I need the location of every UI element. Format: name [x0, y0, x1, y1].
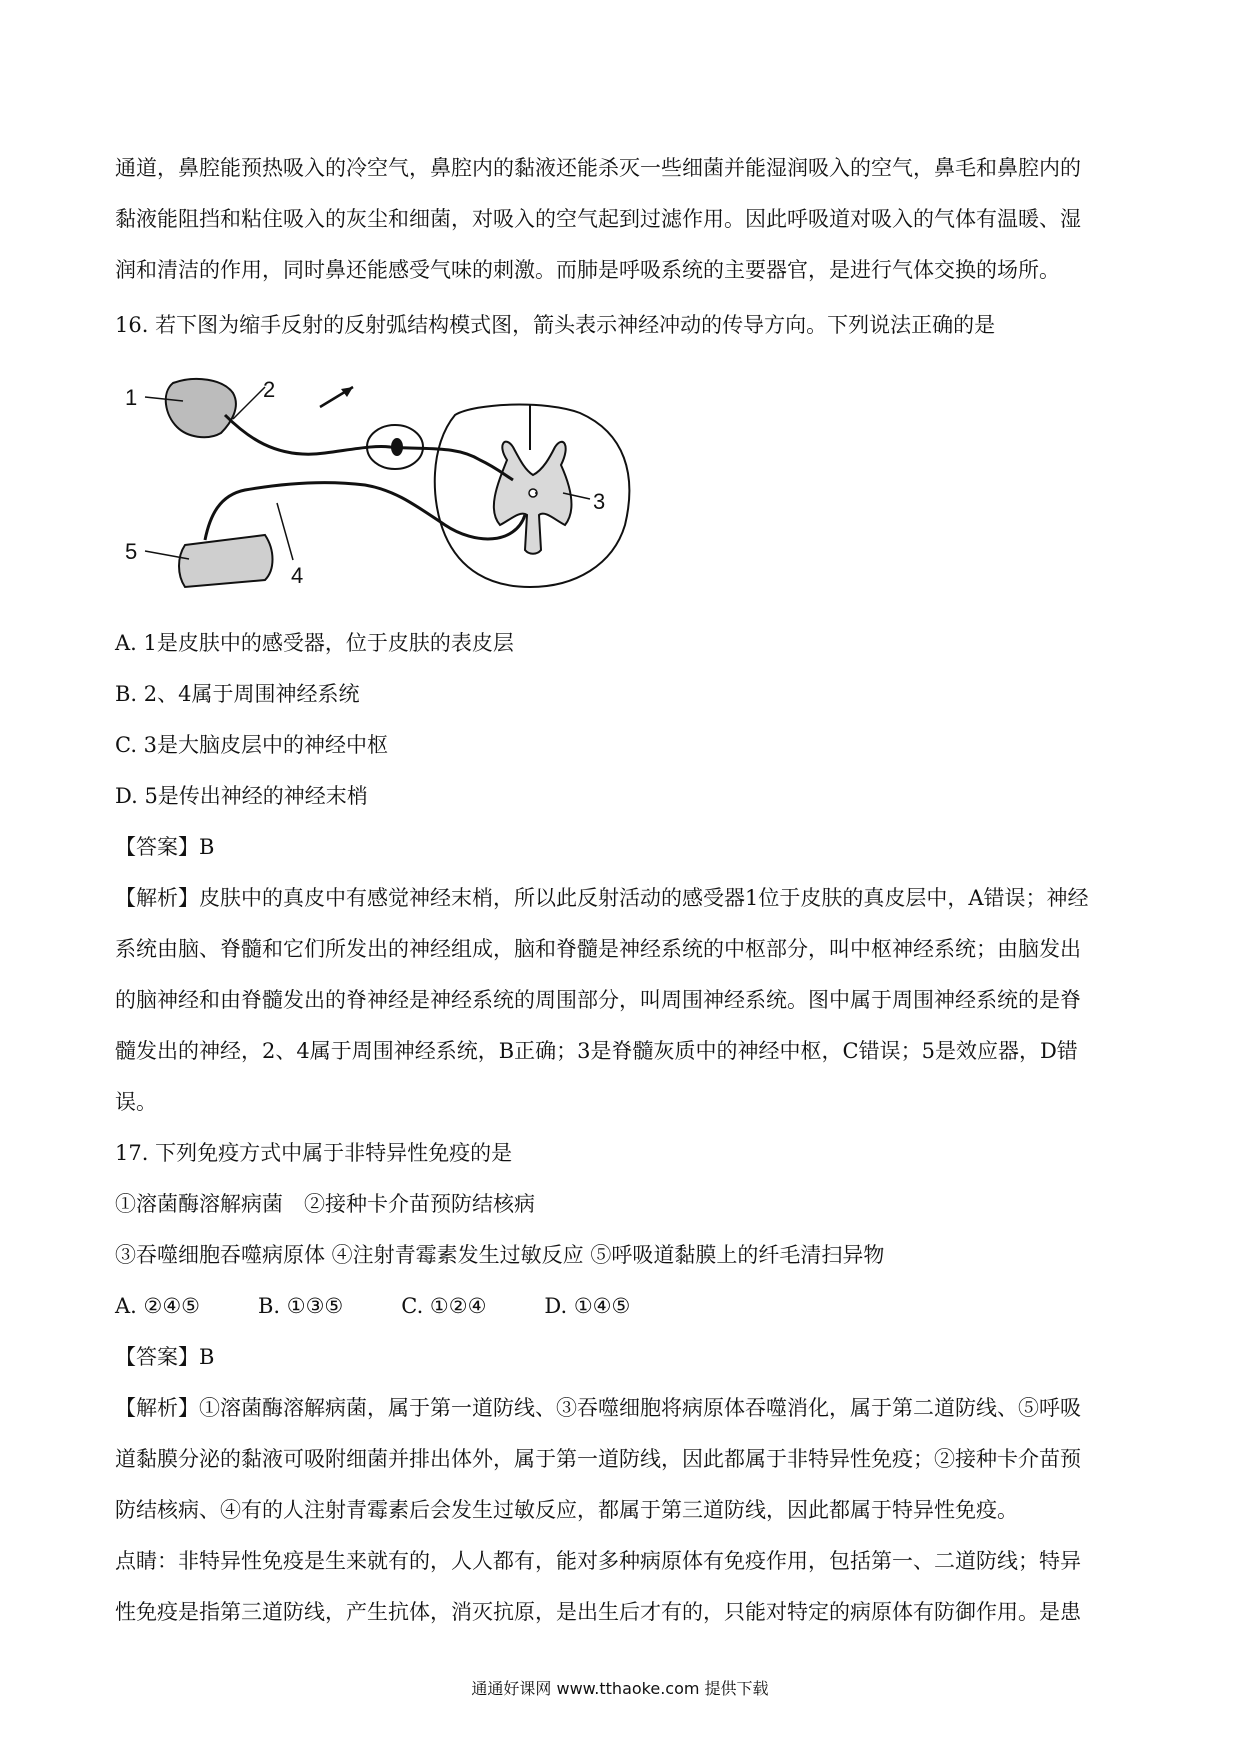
efferent-nerve — [205, 483, 525, 540]
option-a: A. 1是皮肤中的感受器，位于皮肤的表皮层 — [115, 631, 514, 655]
analysis-line: 误。 — [115, 1090, 157, 1114]
footer-source: 通通好课网 www.tthaoke.com 提供下载 — [471, 1679, 769, 1698]
tip-line: 性免疫是指第三道防线，产生抗体，消灭抗原，是出生后才有的，只能对特定的病原体有防御作用。是患 — [115, 1600, 1081, 1624]
ganglion-cell-body — [391, 438, 403, 456]
figure-label-4: 4 — [291, 563, 304, 588]
analysis-line: 髓发出的神经，2、4属于周围神经系统，B正确；3是脊髓灰质中的神经中枢，C错误；5是效应器，D错 — [115, 1039, 1078, 1063]
question-16-options — [115, 618, 1135, 1638]
option-a: A. ②④⑤ — [115, 1294, 200, 1318]
analysis-line: 系统由脑、脊髓和它们所发出的神经组成，脑和脊髓是神经系统的中枢部分，叫中枢神经系统；由脑发出 — [115, 937, 1081, 961]
analysis-line: 【解析】皮肤中的真皮中有感觉神经末梢，所以此反射活动的感受器1位于皮肤的真皮层中，A错误；神经 — [115, 886, 1089, 910]
figure-label-1: 1 — [125, 385, 138, 410]
figure-label-2: 2 — [263, 377, 276, 402]
option-d: D. ①④⑤ — [544, 1294, 631, 1318]
figure-label-5: 5 — [125, 539, 138, 564]
question-16-stem: 16. 若下图为缩手反射的反射弧结构模式图，箭头表示神经冲动的传导方向。下列说法正确的是 — [115, 313, 996, 337]
receptor-skin — [166, 379, 236, 437]
figure-label-3: 3 — [593, 489, 606, 514]
analysis-line: 防结核病、④有的人注射青霉素后会发生过敏反应，都属于第三道防线，因此都属于特异性免疫。 — [115, 1498, 1018, 1522]
answer: 【答案】B — [115, 835, 215, 859]
reflex-arc-figure — [125, 375, 645, 600]
option-c: C. 3是大脑皮层中的神经中枢 — [115, 733, 389, 757]
analysis-line: 的脑神经和由脊髓发出的脊神经是神经系统的周围部分，叫周围神经系统。图中属于周围神经系统的是脊 — [115, 988, 1081, 1012]
analysis-line: 【解析】①溶菌酶溶解病菌，属于第一道防线、③吞噬细胞将病原体吞噬消化，属于第二道防线、⑤呼吸 — [115, 1396, 1081, 1420]
option-c: C. ①②④ — [401, 1294, 487, 1318]
option-d: D. 5是传出神经的神经末梢 — [115, 784, 368, 808]
effector-muscle — [179, 535, 273, 587]
text-line: 润和清洁的作用，同时鼻还能感受气味的刺激。而肺是呼吸系统的主要器官，是进行气体交换的场所。 — [115, 258, 1060, 282]
option-b: B. ①③⑤ — [258, 1294, 344, 1318]
text-line: 通道，鼻腔能预热吸入的冷空气，鼻腔内的黏液还能杀灭一些细菌并能湿润吸入的空气，鼻毛和鼻腔内的 — [115, 156, 1081, 180]
question-17-items-2: ③吞噬细胞吞噬病原体 ④注射青霉素发生过敏反应 ⑤呼吸道黏膜上的纤毛清扫异物 — [115, 1243, 885, 1267]
intro-paragraph — [115, 143, 1135, 296]
question-17-items-1: ①溶菌酶溶解病菌 ②接种卡介苗预防结核病 — [115, 1192, 535, 1216]
answer: 【答案】B — [115, 1345, 215, 1369]
question-17-options — [115, 1281, 1135, 1332]
tip-line: 点睛：非特异性免疫是生来就有的，人人都有，能对多种病原体有免疫作用，包括第一、二道防线；特异 — [115, 1549, 1081, 1573]
text-line: 黏液能阻挡和粘住吸入的灰尘和细菌，对吸入的空气起到过滤作用。因此呼吸道对吸入的气体有温暖、湿 — [115, 207, 1081, 231]
question-17-stem: 17. 下列免疫方式中属于非特异性免疫的是 — [115, 1141, 513, 1165]
afferent-nerve — [225, 415, 513, 480]
option-b: B. 2、4属于周围神经系统 — [115, 682, 360, 706]
analysis-line: 道黏膜分泌的黏液可吸附细菌并排出体外，属于第一道防线，因此都属于非特异性免疫；②接种卡介苗预 — [115, 1447, 1081, 1471]
